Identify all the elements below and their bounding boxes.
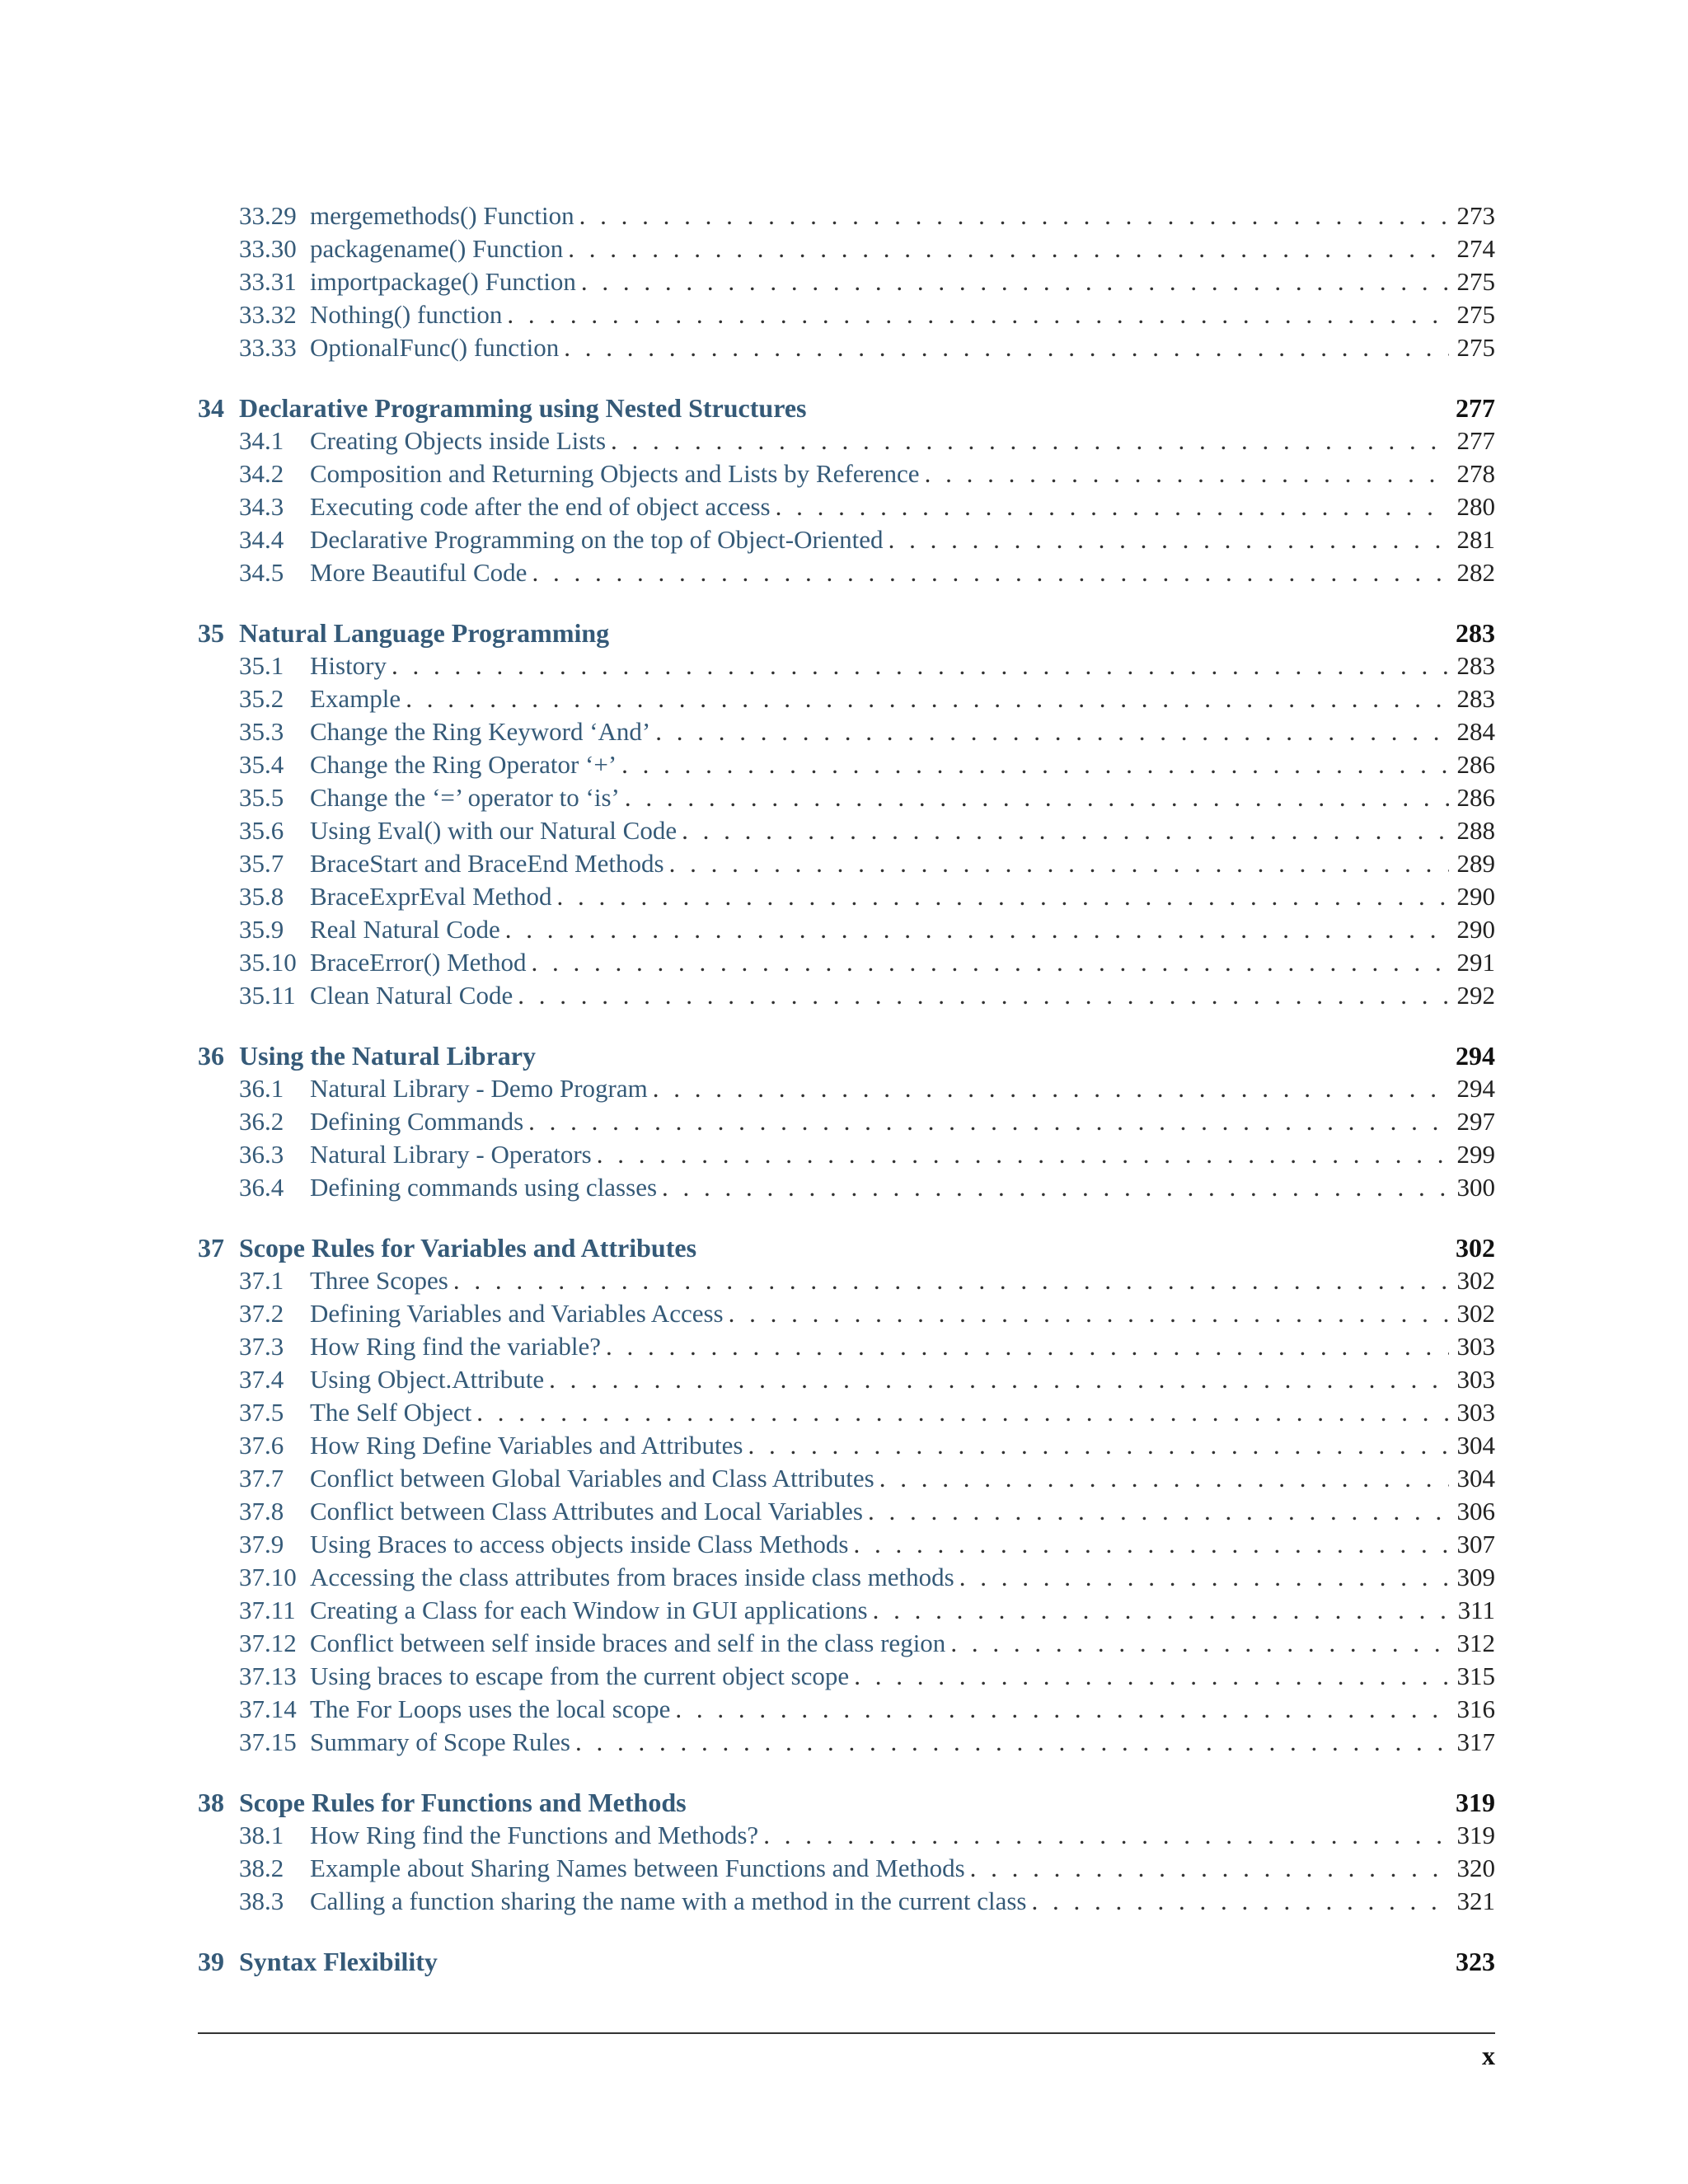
dot-leader: [559, 331, 1449, 364]
entry-title-link[interactable]: Real Natural Code: [310, 915, 500, 944]
entry-number: 35.3: [239, 717, 284, 746]
entry-title-link[interactable]: History: [310, 651, 387, 680]
entry-number: 33.29: [239, 201, 297, 230]
dot-leader: [513, 979, 1449, 1012]
entry-page-number: 302: [1456, 1266, 1495, 1295]
entry-title-link[interactable]: mergemethods() Function: [310, 201, 574, 230]
entry-title-link[interactable]: More Beautiful Code: [310, 558, 528, 587]
entry-number: 37.14: [239, 1694, 297, 1723]
dot-leader: [523, 1105, 1449, 1138]
toc-entry-34-5[interactable]: [198, 556, 1495, 589]
dot-leader: [471, 1396, 1449, 1429]
toc-chapter-35[interactable]: [198, 616, 1495, 649]
entry-number: 38.2: [239, 1854, 284, 1882]
toc-chapter-39[interactable]: [198, 1945, 1495, 1978]
entry-title-link[interactable]: The For Loops uses the local scope: [310, 1694, 671, 1723]
entry-title-link[interactable]: Change the ‘=’ operator to ‘is’: [310, 783, 620, 812]
toc-entry-37-4[interactable]: [198, 1363, 1495, 1396]
entry-page-number: 317: [1456, 1727, 1495, 1756]
entry-title-link[interactable]: BraceExprEval Method: [310, 882, 552, 911]
entry-number: 35.5: [239, 783, 284, 812]
entry-number: 36.2: [239, 1107, 284, 1136]
entry-page-number: 286: [1456, 783, 1495, 812]
toc-entry-37-11[interactable]: [198, 1594, 1495, 1627]
chapter-page-number: 277: [1456, 393, 1495, 423]
dot-leader: [724, 1297, 1449, 1330]
entry-title-link[interactable]: Conflict between Global Variables and Class Attributes: [310, 1464, 874, 1493]
entry-page-number: 280: [1456, 492, 1495, 521]
entry-page-number: 289: [1456, 849, 1495, 878]
entry-title-link[interactable]: Nothing() function: [310, 300, 503, 329]
dot-leader: [387, 649, 1449, 682]
entry-page-number: 275: [1456, 333, 1495, 362]
toc-entry-37-2[interactable]: [198, 1297, 1495, 1330]
entry-number: 37.6: [239, 1431, 284, 1460]
toc-entry-37-13[interactable]: [198, 1660, 1495, 1693]
dot-leader: [758, 1819, 1449, 1852]
chapter-page-number: 323: [1456, 1947, 1495, 1976]
entry-number: 37.1: [239, 1266, 284, 1295]
entry-title-link[interactable]: How Ring Define Variables and Attributes: [310, 1431, 743, 1460]
chapter-page-number: 302: [1456, 1233, 1495, 1263]
entry-page-number: 307: [1456, 1530, 1495, 1558]
toc-entry-38-3[interactable]: [198, 1885, 1495, 1918]
entry-number: 37.12: [239, 1629, 297, 1657]
entry-page-number: 290: [1456, 882, 1495, 911]
entry-number: 36.1: [239, 1074, 284, 1103]
toc-entry-33-29[interactable]: [198, 199, 1495, 232]
entry-number: 34.4: [239, 525, 284, 554]
entry-title-link[interactable]: Change the Ring Operator ‘+’: [310, 750, 617, 779]
dot-leader: [657, 1171, 1449, 1204]
chapter-number: 37: [198, 1233, 224, 1263]
toc-entry-36-1[interactable]: [198, 1072, 1495, 1105]
toc-entry-37-5[interactable]: [198, 1396, 1495, 1429]
dot-leader: [650, 715, 1449, 748]
dot-leader: [620, 781, 1449, 814]
entry-title-link[interactable]: Conflict between self inside braces and self in the class region: [310, 1629, 946, 1657]
chapter-page-number: 294: [1456, 1041, 1495, 1071]
dot-leader: [570, 1726, 1449, 1759]
toc-entry-34-4[interactable]: [198, 523, 1495, 556]
entry-page-number: 315: [1456, 1661, 1495, 1690]
entry-number: 35.9: [239, 915, 284, 944]
entry-title-link[interactable]: Accessing the class attributes from braces inside class methods: [310, 1563, 954, 1591]
toc-entry-35-3[interactable]: [198, 715, 1495, 748]
dot-leader: [863, 1495, 1449, 1528]
entry-number: 35.2: [239, 684, 284, 713]
entry-number: 33.32: [239, 300, 297, 329]
dot-leader: [552, 880, 1449, 913]
entry-number: 34.1: [239, 426, 284, 455]
dot-leader: [502, 298, 1449, 331]
dot-leader: [527, 946, 1449, 979]
dot-leader: [527, 556, 1449, 589]
entry-title-link[interactable]: Composition and Returning Objects and Lists by Reference: [310, 459, 920, 488]
toc-entry-33-30[interactable]: [198, 232, 1495, 265]
entry-page-number: 303: [1456, 1398, 1495, 1427]
dot-leader: [771, 490, 1449, 523]
entry-number: 35.10: [239, 948, 297, 977]
toc-entry-37-10[interactable]: [198, 1561, 1495, 1594]
toc-entry-36-3[interactable]: [198, 1138, 1495, 1171]
entry-page-number: 304: [1456, 1464, 1495, 1493]
toc-entry-35-9[interactable]: [198, 913, 1495, 946]
entry-number: 34.2: [239, 459, 284, 488]
dot-leader: [592, 1138, 1449, 1171]
entry-title-link[interactable]: Calling a function sharing the name with a method in the current class: [310, 1886, 1027, 1915]
chapter-page-number: 283: [1456, 618, 1495, 648]
entry-page-number: 274: [1456, 234, 1495, 263]
entry-page-number: 281: [1456, 525, 1495, 554]
chapter-title-link[interactable]: Syntax Flexibility: [239, 1947, 438, 1976]
entry-number: 34.5: [239, 558, 284, 587]
entry-title-link[interactable]: Defining commands using classes: [310, 1173, 658, 1202]
toc-entry-34-1[interactable]: [198, 424, 1495, 457]
toc-entry-34-3[interactable]: [198, 490, 1495, 523]
entry-page-number: 283: [1456, 684, 1495, 713]
entry-page-number: 288: [1456, 816, 1495, 845]
chapter-number: 34: [198, 393, 224, 423]
entry-number: 37.3: [239, 1332, 284, 1361]
entry-number: 38.3: [239, 1886, 284, 1915]
entry-page-number: 278: [1456, 459, 1495, 488]
toc-chapter-37[interactable]: [198, 1231, 1495, 1264]
dot-leader: [670, 1693, 1449, 1726]
chapter-title-link[interactable]: Using the Natural Library: [239, 1041, 536, 1071]
toc-entry-35-4[interactable]: [198, 748, 1495, 781]
entry-page-number: 283: [1456, 651, 1495, 680]
entry-title-link[interactable]: Summary of Scope Rules: [310, 1727, 570, 1756]
entry-page-number: 275: [1456, 267, 1495, 296]
entry-title-link[interactable]: OptionalFunc() function: [310, 333, 560, 362]
toc-entry-35-6[interactable]: [198, 814, 1495, 847]
entry-title-link[interactable]: Natural Library - Demo Program: [310, 1074, 648, 1103]
toc-entry-38-1[interactable]: [198, 1819, 1495, 1852]
entry-page-number: 320: [1456, 1854, 1495, 1882]
dot-leader: [448, 1264, 1449, 1297]
chapter-title-link[interactable]: Natural Language Programming: [239, 618, 610, 648]
entry-page-number: 299: [1456, 1140, 1495, 1169]
dot-leader: [874, 1462, 1449, 1495]
toc-entry-37-8[interactable]: [198, 1495, 1495, 1528]
toc-entry-35-8[interactable]: [198, 880, 1495, 913]
entry-page-number: 297: [1456, 1107, 1495, 1136]
entry-title-link[interactable]: The Self Object: [310, 1398, 472, 1427]
entry-page-number: 311: [1457, 1596, 1495, 1624]
toc-chapter-34[interactable]: [198, 391, 1495, 424]
toc-entry-37-1[interactable]: [198, 1264, 1495, 1297]
entry-title-link[interactable]: Defining Commands: [310, 1107, 524, 1136]
entry-page-number: 316: [1456, 1694, 1495, 1723]
entry-title-link[interactable]: Example: [310, 684, 401, 713]
dot-leader: [544, 1363, 1449, 1396]
entry-number: 33.31: [239, 267, 297, 296]
entry-title-link[interactable]: Using Eval() with our Natural Code: [310, 816, 678, 845]
entry-page-number: 273: [1456, 201, 1495, 230]
entry-title-link[interactable]: Defining Variables and Variables Access: [310, 1299, 724, 1328]
entry-title-link[interactable]: Declarative Programming on the top of Object-Oriented: [310, 525, 884, 554]
entry-title-link[interactable]: BraceError() Method: [310, 948, 527, 977]
dot-leader: [849, 1660, 1449, 1693]
entry-title-link[interactable]: Creating Objects inside Lists: [310, 426, 607, 455]
dot-leader: [500, 913, 1449, 946]
dot-leader: [1026, 1885, 1449, 1918]
dot-leader: [601, 1330, 1449, 1363]
dot-leader: [401, 682, 1449, 715]
dot-leader: [868, 1594, 1449, 1627]
entry-title-link[interactable]: Executing code after the end of object access: [310, 492, 771, 521]
entry-title-link[interactable]: BraceStart and BraceEnd Methods: [310, 849, 664, 878]
toc-entry-37-7[interactable]: [198, 1462, 1495, 1495]
toc-entry-37-3[interactable]: [198, 1330, 1495, 1363]
chapter-title-link[interactable]: Scope Rules for Functions and Methods: [239, 1788, 687, 1817]
toc-entry-38-2[interactable]: [198, 1852, 1495, 1885]
toc-entry-35-5[interactable]: [198, 781, 1495, 814]
entry-title-link[interactable]: How Ring find the variable?: [310, 1332, 601, 1361]
toc-chapter-38[interactable]: [198, 1786, 1495, 1819]
entry-number: 35.1: [239, 651, 284, 680]
dot-leader: [606, 424, 1449, 457]
entry-number: 37.15: [239, 1727, 297, 1756]
chapter-number: 36: [198, 1041, 224, 1071]
entry-page-number: 302: [1456, 1299, 1495, 1328]
entry-title-link[interactable]: Natural Library - Operators: [310, 1140, 592, 1169]
entry-number: 37.9: [239, 1530, 284, 1558]
dot-leader: [945, 1627, 1449, 1660]
toc-entry-37-9[interactable]: [198, 1528, 1495, 1561]
toc-entry-36-4[interactable]: [198, 1171, 1495, 1204]
entry-page-number: 284: [1456, 717, 1495, 746]
entry-number: 37.10: [239, 1563, 297, 1591]
entry-number: 37.8: [239, 1497, 284, 1526]
entry-title-link[interactable]: Using braces to escape from the current object scope: [310, 1661, 850, 1690]
entry-number: 37.11: [239, 1596, 296, 1624]
entry-page-number: 303: [1456, 1365, 1495, 1394]
toc-entry-37-14[interactable]: [198, 1693, 1495, 1726]
entry-page-number: 319: [1456, 1821, 1495, 1849]
entry-title-link[interactable]: Clean Natural Code: [310, 981, 513, 1010]
entry-page-number: 282: [1456, 558, 1495, 587]
footer-page-number: x: [1482, 2041, 1495, 2070]
dot-leader: [848, 1528, 1449, 1561]
entry-number: 35.7: [239, 849, 284, 878]
entry-title-link[interactable]: Using Object.Attribute: [310, 1365, 545, 1394]
dot-leader: [664, 847, 1449, 880]
entry-page-number: 304: [1456, 1431, 1495, 1460]
entry-page-number: 303: [1456, 1332, 1495, 1361]
entry-page-number: 321: [1456, 1886, 1495, 1915]
entry-page-number: 309: [1456, 1563, 1495, 1591]
entry-title-link[interactable]: Example about Sharing Names between Functions and Methods: [310, 1854, 965, 1882]
entry-title-link[interactable]: Conflict between Class Attributes and Local Variables: [310, 1497, 863, 1526]
entry-page-number: 286: [1456, 750, 1495, 779]
chapter-number: 39: [198, 1947, 224, 1976]
entry-title-link[interactable]: Using Braces to access objects inside Class Methods: [310, 1530, 849, 1558]
entry-number: 33.30: [239, 234, 297, 263]
toc-entry-37-6[interactable]: [198, 1429, 1495, 1462]
entry-title-link[interactable]: packagename() Function: [310, 234, 564, 263]
dot-leader: [576, 265, 1449, 298]
entry-number: 35.6: [239, 816, 284, 845]
entry-page-number: 290: [1456, 915, 1495, 944]
dot-leader: [743, 1429, 1449, 1462]
toc-chapter-36[interactable]: [198, 1039, 1495, 1072]
chapter-page-number: 319: [1456, 1788, 1495, 1817]
dot-leader: [965, 1852, 1449, 1885]
toc-entry-34-2[interactable]: [198, 457, 1495, 490]
dot-leader: [954, 1561, 1449, 1594]
entry-number: 36.4: [239, 1173, 284, 1202]
chapter-title-link[interactable]: Declarative Programming using Nested Structures: [239, 393, 807, 423]
entry-page-number: 294: [1456, 1074, 1495, 1103]
toc-entry-35-2[interactable]: [198, 682, 1495, 715]
entry-title-link[interactable]: How Ring find the Functions and Methods?: [310, 1821, 759, 1849]
toc-entry-35-1[interactable]: [198, 649, 1495, 682]
entry-page-number: 292: [1456, 981, 1495, 1010]
toc-entry-35-11[interactable]: [198, 979, 1495, 1012]
entry-number: 37.2: [239, 1299, 284, 1328]
entry-title-link[interactable]: Change the Ring Keyword ‘And’: [310, 717, 651, 746]
entry-number: 35.8: [239, 882, 284, 911]
toc-entry-33-33[interactable]: [198, 331, 1495, 364]
entry-number: 35.4: [239, 750, 284, 779]
chapter-title-link[interactable]: Scope Rules for Variables and Attributes: [239, 1233, 697, 1263]
chapter-number: 38: [198, 1788, 224, 1817]
entry-number: 37.7: [239, 1464, 284, 1493]
toc-entry-37-15[interactable]: [198, 1726, 1495, 1759]
entry-number: 36.3: [239, 1140, 284, 1169]
toc-entry-36-2[interactable]: [198, 1105, 1495, 1138]
footer-divider: [198, 2032, 1495, 2034]
dot-leader: [648, 1072, 1449, 1105]
entry-page-number: 275: [1456, 300, 1495, 329]
dot-leader: [617, 748, 1449, 781]
toc-entry-33-31[interactable]: [198, 265, 1495, 298]
entry-page-number: 277: [1456, 426, 1495, 455]
entry-number: 37.13: [239, 1661, 297, 1690]
dot-leader: [574, 199, 1449, 232]
entry-number: 38.1: [239, 1821, 284, 1849]
entry-number: 34.3: [239, 492, 284, 521]
toc-entry-35-7[interactable]: [198, 847, 1495, 880]
entry-title-link[interactable]: Creating a Class for each Window in GUI applications: [310, 1596, 868, 1624]
table-of-contents: [198, 199, 1495, 1978]
dot-leader: [920, 457, 1449, 490]
entry-title-link[interactable]: Three Scopes: [310, 1266, 448, 1295]
dot-leader: [677, 814, 1449, 847]
entry-page-number: 306: [1456, 1497, 1495, 1526]
dot-leader: [563, 232, 1449, 265]
entry-number: 37.5: [239, 1398, 284, 1427]
entry-number: 37.4: [239, 1365, 284, 1394]
entry-number: 35.11: [239, 981, 296, 1010]
entry-page-number: 291: [1456, 948, 1495, 977]
chapter-number: 35: [198, 618, 224, 648]
dot-leader: [884, 523, 1449, 556]
entry-title-link[interactable]: importpackage() Function: [310, 267, 576, 296]
toc-entry-35-10[interactable]: [198, 946, 1495, 979]
entry-page-number: 300: [1456, 1173, 1495, 1202]
entry-number: 33.33: [239, 333, 297, 362]
toc-entry-37-12[interactable]: [198, 1627, 1495, 1660]
entry-page-number: 312: [1456, 1629, 1495, 1657]
toc-entry-33-32[interactable]: [198, 298, 1495, 331]
